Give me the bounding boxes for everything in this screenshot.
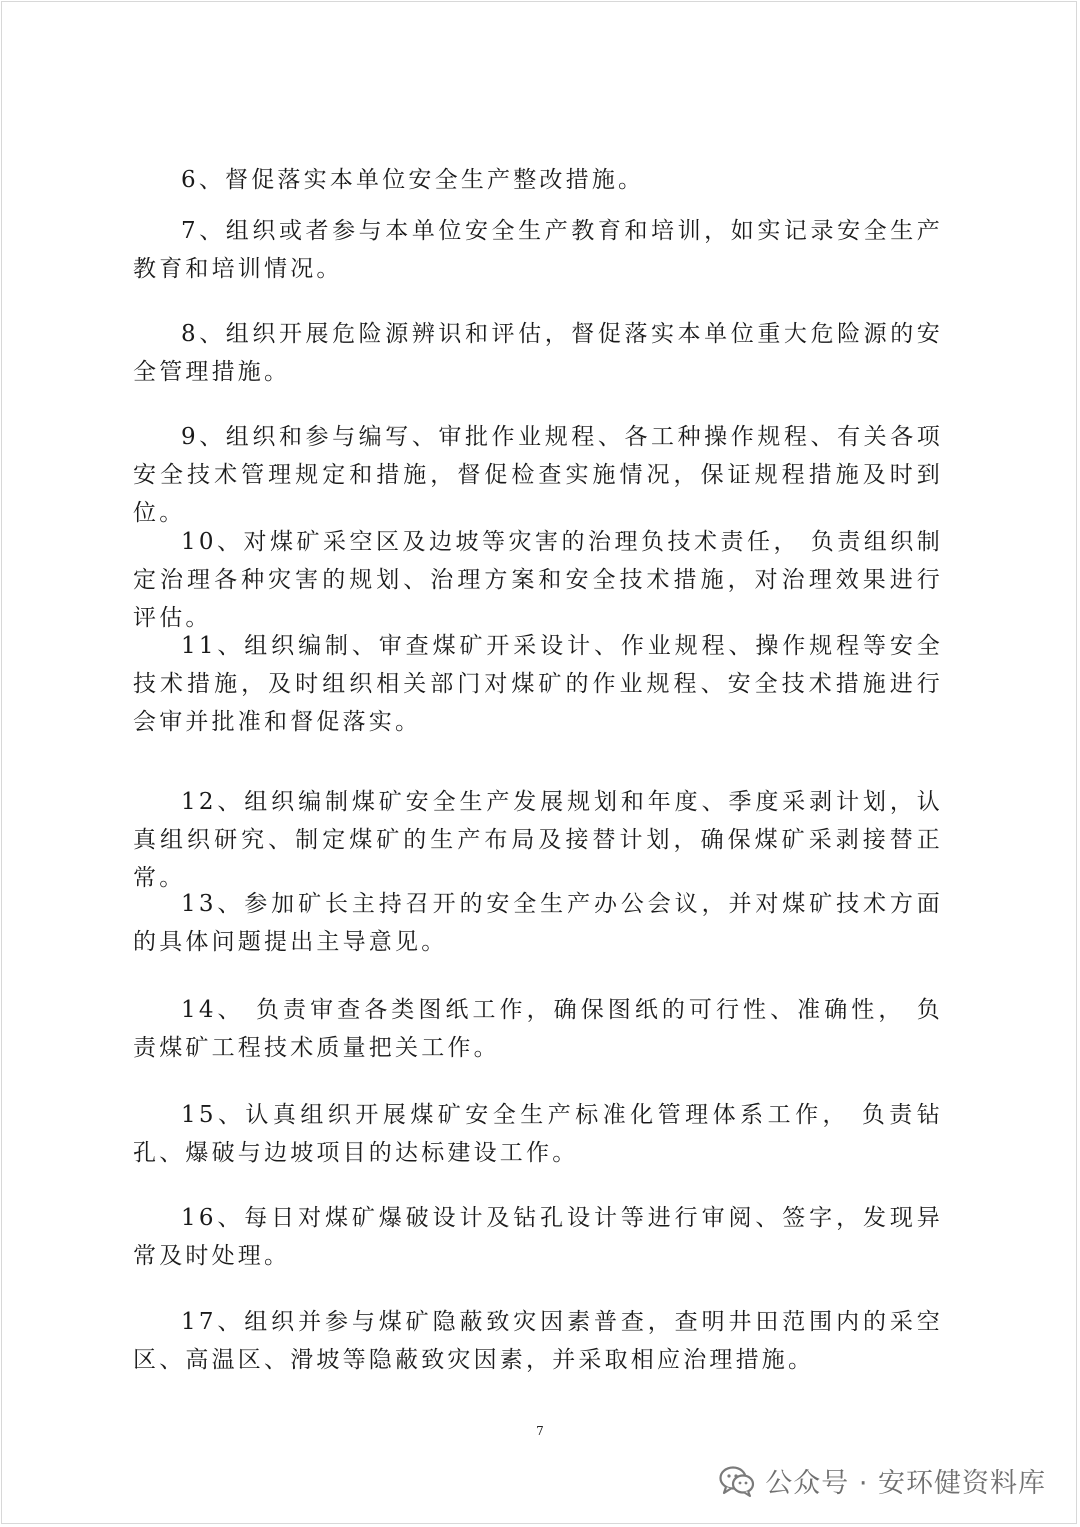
page-number: 7 [536, 1424, 544, 1438]
duty-item-12: 12、组织编制煤矿安全生产发展规划和年度、季度采剥计划，认真组织研究、制定煤矿的生产布局及接替计划，确保煤矿采剥接替正常。 [133, 789, 943, 891]
duty-item-16: 16、每日对煤矿爆破设计及钻孔设计等进行审阅、签字，发现异常及时处理。 [133, 1205, 943, 1269]
wechat-icon [719, 1465, 755, 1497]
duty-item-15: 15、认真组织开展煤矿安全生产标准化管理体系工作， 负责钻孔、爆破与边坡项目的达标建设工作。 [133, 1102, 943, 1166]
duty-item-11: 11、组织编制、审查煤矿开采设计、作业规程、操作规程等安全技术措施，及时组织相关部门对煤矿的作业规程、安全技术措施进行会审并批准和督促落实。 [133, 633, 943, 735]
watermark-text: 公众号 · 安环健资料库 [765, 1468, 1046, 1499]
duty-item-9: 9、组织和参与编写、审批作业规程、各工种操作规程、有关各项安全技术管理规定和措施，督促检查实施情况，保证规程措施及时到位。 [133, 424, 943, 526]
duty-item-13: 13、参加矿长主持召开的安全生产办公会议，并对煤矿技术方面的具体问题提出主导意见。 [133, 891, 943, 955]
duty-item-14: 14、 负责审查各类图纸工作，确保图纸的可行性、准确性， 负责煤矿工程技术质量把关工作。 [133, 997, 943, 1061]
duty-item-7: 7、组织或者参与本单位安全生产教育和培训，如实记录安全生产教育和培训情况。 [133, 218, 943, 282]
duty-item-17: 17、组织并参与煤矿隐蔽致灾因素普查，查明井田范围内的采空区、高温区、滑坡等隐蔽致灾因素，并采取相应治理措施。 [133, 1309, 943, 1373]
duty-item-6: 6、督促落实本单位安全生产整改措施。 [181, 167, 645, 193]
duty-item-10: 10、对煤矿采空区及边坡等灾害的治理负技术责任， 负责组织制定治理各种灾害的规划、治理方案和安全技术措施，对治理效果进行评估。 [133, 529, 943, 631]
watermark [719, 1461, 1046, 1500]
duty-item-8: 8、组织开展危险源辨识和评估，督促落实本单位重大危险源的安全管理措施。 [133, 321, 943, 385]
